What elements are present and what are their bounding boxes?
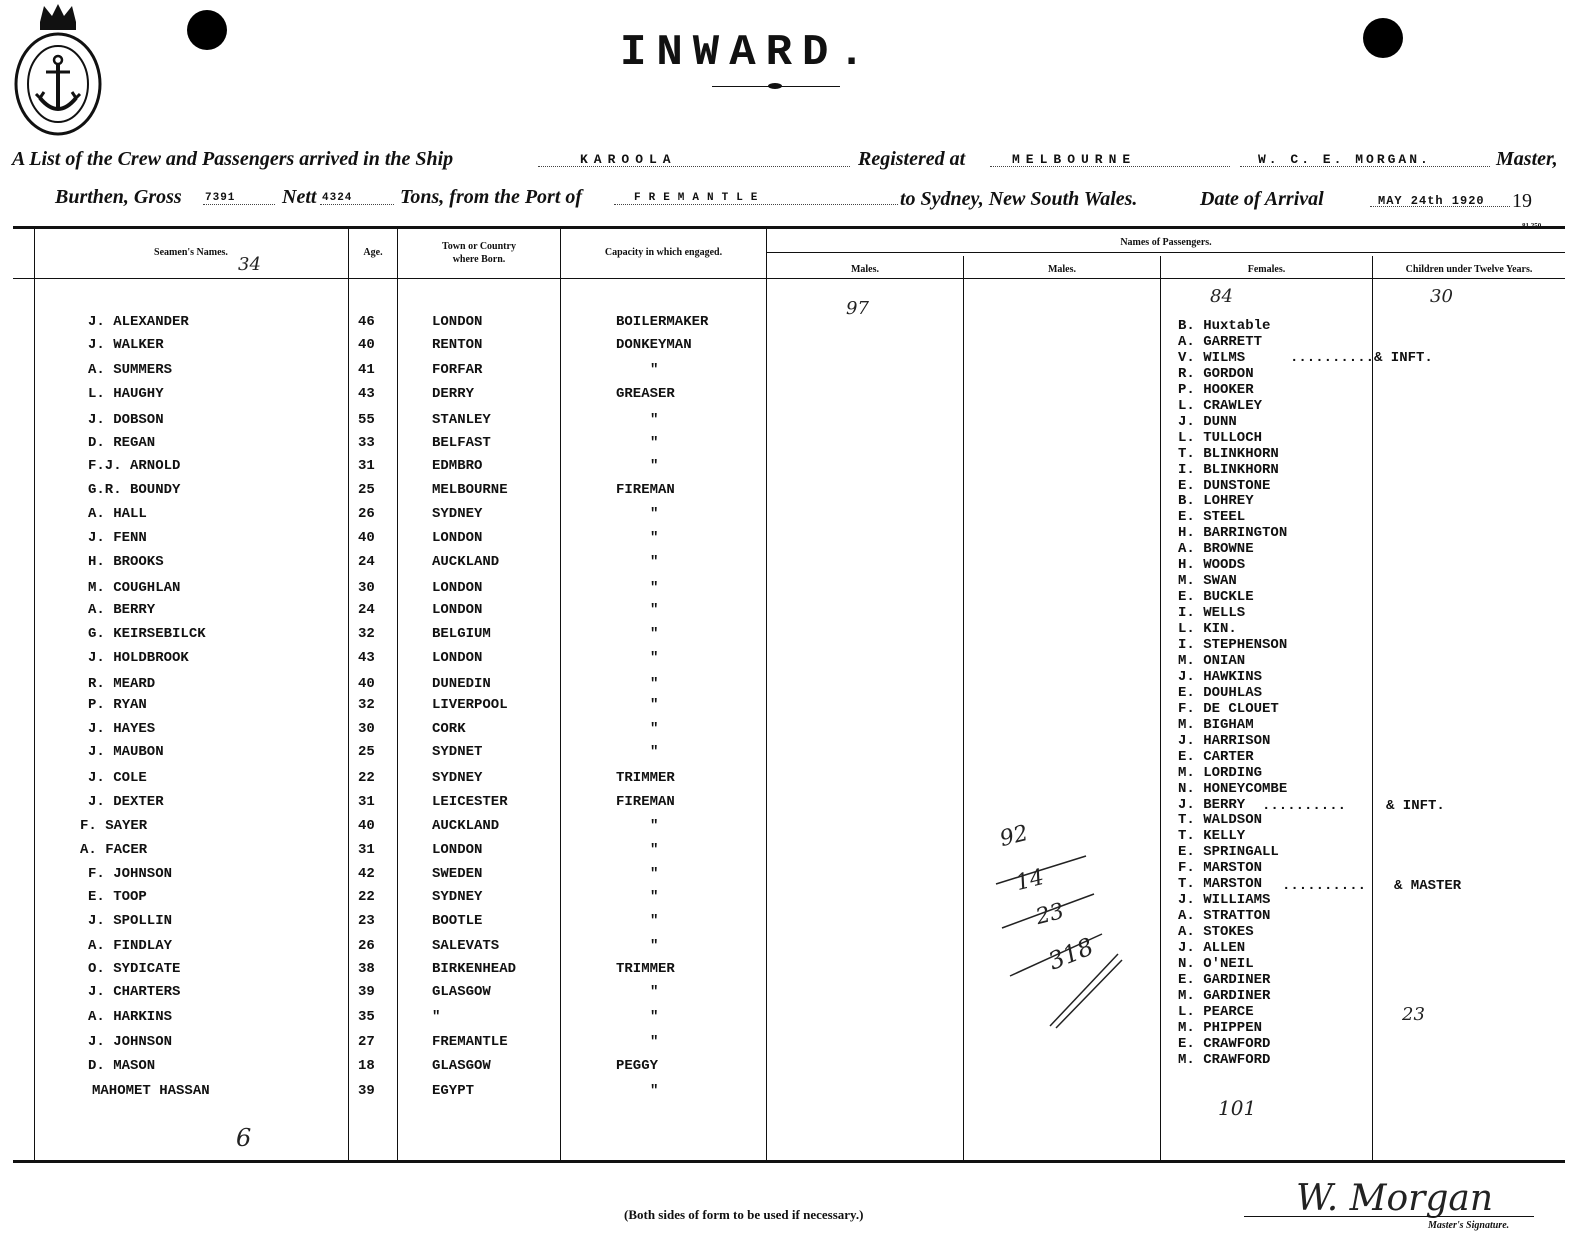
list-item: A. STRATTON [1178,908,1271,925]
crew-birthplace: BELGIUM [432,626,491,642]
col-header-age: Age. [363,247,383,258]
list-item: J. DUNN [1178,413,1237,430]
crew-capacity: " [650,650,659,666]
col-rule-2 [397,228,398,1162]
list-item: J. WILLIAMS [1178,892,1271,909]
crew-capacity: FIREMAN [616,794,675,810]
list-item: N. HONEYCOMBE [1178,780,1288,797]
leader-dots-marston: .......... [1282,878,1367,894]
crew-capacity: " [650,554,659,570]
burthen-label: Burthen, Gross [55,186,182,208]
crew-capacity: " [650,362,659,378]
list-item: N. O'NEIL [1178,956,1254,972]
handwritten-crew-bottom: 6 [236,1124,252,1152]
list-item: T. BLINKHORN [1178,445,1279,462]
crew-name: J. HAYES [88,721,156,737]
passenger-header-rule [766,252,1565,253]
crew-birthplace: LONDON [432,314,483,330]
title-divider [712,86,840,87]
crew-age: 22 [358,889,375,905]
col-header-passengers: Names of Passengers. [1120,237,1212,248]
list-item: A. GARRETT [1178,333,1263,350]
crew-age: 33 [358,435,375,451]
crew-capacity: " [650,913,659,929]
crew-name: A. BERRY [88,602,156,618]
handwritten-children-mid: 23 [1402,1004,1425,1025]
crew-name: R. MEARD [88,676,156,692]
arrival-date: MAY 24th 1920 [1378,194,1485,208]
crew-birthplace: BIRKENHEAD [432,961,517,977]
list-item: M. PHIPPEN [1178,1019,1263,1036]
crew-birthplace: CORK [432,721,466,737]
crew-birthplace: DERRY [432,386,475,402]
nett-field [320,204,394,205]
list-item: H. BARRINGTON [1178,525,1288,542]
crew-name: J. HOLDBROOK [88,650,189,666]
crew-birthplace: LONDON [432,842,483,858]
crew-age: 25 [358,482,375,498]
handwritten-males-top: 97 [846,298,869,319]
crew-capacity: " [650,938,659,954]
crew-birthplace: LIVERPOOL [432,697,508,713]
crew-name: G. KEIRSEBILCK [88,626,206,642]
table-top-rule [13,226,1565,229]
handwritten-tally-4: 318 [1044,932,1098,976]
crew-age: 30 [358,580,375,596]
crew-name: A. FINDLAY [88,938,173,954]
crew-age: 40 [358,337,375,353]
crew-name: H. BROOKS [88,554,164,570]
list-item: B. LOHREY [1178,493,1254,510]
crew-birthplace: MELBOURNE [432,482,508,498]
crew-birthplace: SYDNET [432,744,483,760]
crew-birthplace: DUNEDIN [432,676,491,692]
col-header-males-2: Males. [1047,264,1077,275]
crew-birthplace: FREMANTLE [432,1034,508,1050]
crew-age: 40 [358,530,375,546]
crew-age: 55 [358,412,375,428]
crew-name: A. HALL [88,506,147,522]
crew-name: J. DOBSON [88,412,164,428]
crew-capacity: " [650,580,659,596]
list-item: J. HARRISON [1178,732,1271,749]
handwritten-tally-3: 23 [1033,898,1067,931]
registered-at: MELBOURNE [1012,152,1137,167]
table-header-rule [13,278,1565,279]
crew-capacity: " [650,602,659,618]
crew-age: 43 [358,386,375,402]
crew-birthplace: EDMBRO [432,458,483,474]
crew-birthplace: STANLEY [432,412,491,428]
crew-capacity: " [650,626,659,642]
page-title: INWARD. [620,28,875,78]
master-label: Master, [1496,148,1558,170]
signature-label: Master's Signature. [1428,1220,1510,1231]
crew-capacity: " [650,676,659,692]
crew-age: 42 [358,866,375,882]
col-rule-0 [34,228,35,1162]
list-item: E. CARTER [1178,748,1254,765]
crew-age: 39 [358,984,375,1000]
crew-age: 46 [358,314,375,330]
handwritten-tally-1: 92 [997,820,1031,853]
crew-name: L. HAUGHY [88,386,164,402]
crew-age: 35 [358,1009,375,1025]
crew-age: 24 [358,554,375,570]
crew-name: J. JOHNSON [88,1034,173,1050]
list-item: J. BERRY [1178,796,1246,813]
crew-birthplace: SALEVATS [432,938,500,954]
list-item: M. ONIAN [1178,652,1246,669]
list-item: V. WILMS [1178,349,1246,366]
arrival-label: Date of Arrival [1200,188,1324,210]
list-item: M. BIGHAM [1178,716,1254,733]
master-name: W. C. E. MORGAN. [1258,152,1431,167]
crew-birthplace: AUCKLAND [432,818,500,834]
crew-name: D. REGAN [88,435,156,451]
crew-name: A. HARKINS [88,1009,173,1025]
crew-birthplace: LEICESTER [432,794,508,810]
port-field [614,204,898,205]
col-rule-6 [1160,256,1161,1162]
crew-name: F. SAYER [80,818,148,834]
ship-name: KAROOLA [580,152,677,167]
list-item: E. GARDINER [1178,971,1271,988]
handwritten-children-top: 30 [1430,286,1453,307]
crew-age: 27 [358,1034,375,1050]
col-header-town-1: Town or Country [442,241,516,252]
list-item: E. CRAWFORD [1178,1035,1271,1052]
list-item: I. BLINKHORN [1178,461,1279,478]
crew-capacity: " [650,435,659,451]
list-item: J. ALLEN [1178,940,1246,957]
crew-capacity: " [650,984,659,1000]
list-item: A. BROWNE [1178,541,1254,558]
crew-age: 31 [358,794,375,810]
col-header-males-1: Males. [850,264,880,275]
crew-age: 32 [358,626,375,642]
list-item: T. WALDSON [1178,812,1263,829]
gross-field [203,204,275,205]
crew-capacity: FIREMAN [616,482,675,498]
list-title-label: A List of the Crew and Passengers arrived in the Ship [12,148,454,170]
crew-capacity: " [650,721,659,737]
crew-age: 31 [358,458,375,474]
list-item: E. DOUHLAS [1178,684,1263,701]
master-signature: W. Morgan [1296,1178,1494,1219]
crew-name: J. COLE [88,770,147,786]
list-item: B. Huxtable [1178,318,1271,334]
crew-birthplace: EGYPT [432,1083,475,1099]
crew-capacity: " [650,866,659,882]
crew-birthplace: AUCKLAND [432,554,500,570]
crew-age: 22 [358,770,375,786]
crew-age: 26 [358,938,375,954]
crew-capacity: " [650,458,659,474]
col-header-children: Children under Twelve Years. [1405,264,1533,275]
crew-name: G.R. BOUNDY [88,482,181,498]
col-rule-4 [766,228,767,1162]
list-item: M. SWAN [1178,573,1237,590]
crew-name: J. WALKER [88,337,164,353]
crew-birthplace: SYDNEY [432,770,483,786]
crew-age: 40 [358,676,375,692]
list-item: M. CRAWFORD [1178,1051,1271,1068]
crew-birthplace: " [432,1009,441,1025]
col-rule-3 [560,228,561,1162]
crew-capacity: " [650,889,659,905]
crew-birthplace: GLASGOW [432,984,491,1000]
crew-name: D. MASON [88,1058,156,1074]
crew-name: J. FENN [88,530,147,546]
punch-hole-right [1363,18,1403,58]
crew-capacity: " [650,506,659,522]
registered-label: Registered at [858,148,966,170]
signature-line [1244,1216,1534,1217]
col-header-town-2: where Born. [452,254,506,265]
crew-age: 18 [358,1058,375,1074]
nett-tons: 4324 [322,192,353,204]
crew-name: P. RYAN [88,697,147,713]
list-item: I. WELLS [1178,605,1246,622]
destination-label: to Sydney, New South Wales. [900,188,1138,210]
handwritten-females-total: 101 [1218,1096,1257,1120]
crew-birthplace: SYDNEY [432,889,483,905]
leader-dots-wilms: .......... [1290,350,1375,366]
gross-tons: 7391 [205,192,236,204]
crew-capacity: " [650,842,659,858]
col-header-capacity: Capacity in which engaged. [604,247,723,258]
list-item: A. STOKES [1178,924,1254,941]
crew-birthplace: SWEDEN [432,866,483,882]
crew-age: 24 [358,602,375,618]
arrival-year-suffix: 19 [1512,190,1532,212]
crew-name: A. FACER [80,842,148,858]
crew-capacity: " [650,412,659,428]
crew-name: J. DEXTER [88,794,164,810]
crew-birthplace: LONDON [432,650,483,666]
handwritten-crew-count: 34 [238,254,261,275]
crew-name: J. ALEXANDER [88,314,189,330]
list-item: T. KELLY [1178,828,1246,845]
crew-capacity: " [650,697,659,713]
crew-capacity: PEGGY [616,1058,659,1074]
crew-name: M. COUGHLAN [88,580,181,596]
list-item: L. KIN. [1178,621,1237,638]
wilms-infant-note: & INFT. [1374,350,1433,366]
crew-capacity: " [650,744,659,760]
crew-birthplace: LONDON [432,580,483,596]
berry-infant-note: & INFT. [1386,798,1445,814]
crew-age: 25 [358,744,375,760]
crew-birthplace: BOOTLE [432,913,483,929]
crew-birthplace: GLASGOW [432,1058,491,1074]
handwritten-females-top: 84 [1210,286,1233,307]
crew-capacity: " [650,1009,659,1025]
list-item: P. HOOKER [1178,381,1254,398]
list-item: E. BUCKLE [1178,589,1254,606]
list-item: E. SPRINGALL [1178,844,1279,861]
list-item: R. GORDON [1178,365,1254,382]
anchor-seal-icon [10,2,106,137]
crew-name: E. TOOP [88,889,147,905]
crew-birthplace: LONDON [432,530,483,546]
list-item: F. MARSTON [1178,860,1263,877]
list-item: H. WOODS [1178,557,1246,574]
crew-capacity: " [650,530,659,546]
crew-name: J. SPOLLIN [88,913,173,929]
crew-age: 43 [358,650,375,666]
crew-birthplace: FORFAR [432,362,483,378]
list-item: I. STEPHENSON [1178,637,1288,653]
crew-age: 30 [358,721,375,737]
list-item: F. DE CLOUET [1178,700,1279,717]
crew-name: F. JOHNSON [88,866,173,882]
crew-capacity: GREASER [616,386,675,402]
crew-capacity: BOILERMAKER [616,314,709,330]
crew-name: J. CHARTERS [88,984,181,1000]
list-item: M. GARDINER [1178,987,1271,1004]
crew-name: F.J. ARNOLD [88,458,181,474]
list-item: L. TULLOCH [1178,429,1263,446]
col-rule-1 [348,228,349,1162]
crew-capacity: DONKEYMAN [616,337,692,353]
crew-name: MAHOMET HASSAN [92,1083,210,1099]
crew-birthplace: RENTON [432,337,483,353]
col-rule-7 [1372,256,1373,1162]
crew-name: J. MAUBON [88,744,164,760]
list-item: L. CRAWLEY [1178,397,1263,414]
crew-birthplace: SYDNEY [432,506,483,522]
punch-hole-left [187,10,227,50]
footer-note: (Both sides of form to be used if necessary.) [624,1207,864,1222]
list-item: L. PEARCE [1178,1003,1254,1020]
col-header-females: Females. [1247,264,1286,275]
port-name: FREMANTLE [634,192,766,204]
nett-label: Nett [282,186,317,208]
table-bottom-rule [13,1160,1565,1163]
marston-master-note: & MASTER [1394,878,1462,894]
tons-port-label: Tons, from the Port of [400,186,583,208]
crew-name: A. SUMMERS [88,362,173,378]
crew-age: 39 [358,1083,375,1099]
handwritten-tally-2: 14 [1013,864,1047,897]
crew-capacity: TRIMMER [616,961,675,977]
crew-age: 40 [358,818,375,834]
crew-capacity: " [650,1034,659,1050]
crew-age: 41 [358,362,375,378]
crew-age: 23 [358,913,375,929]
list-item: M. LORDING [1178,764,1263,781]
leader-dots-berry: .......... [1262,798,1347,814]
crew-capacity: " [650,1083,659,1099]
crew-name: O. SYDICATE [88,961,181,977]
crew-age: 38 [358,961,375,977]
crew-birthplace: LONDON [432,602,483,618]
crew-age: 26 [358,506,375,522]
crew-age: 31 [358,842,375,858]
list-item: J. HAWKINS [1178,668,1263,685]
col-rule-5 [963,256,964,1162]
list-item: E. DUNSTONE [1178,477,1271,494]
list-item: T. MARSTON [1178,876,1263,893]
crew-age: 32 [358,697,375,713]
crew-capacity: TRIMMER [616,770,675,786]
col-header-seamen: Seamen's Names. [154,247,228,258]
crew-birthplace: BELFAST [432,435,491,451]
tally-strokes-icon [990,850,1130,1030]
crew-capacity: " [650,818,659,834]
list-item: E. STEEL [1178,509,1246,526]
